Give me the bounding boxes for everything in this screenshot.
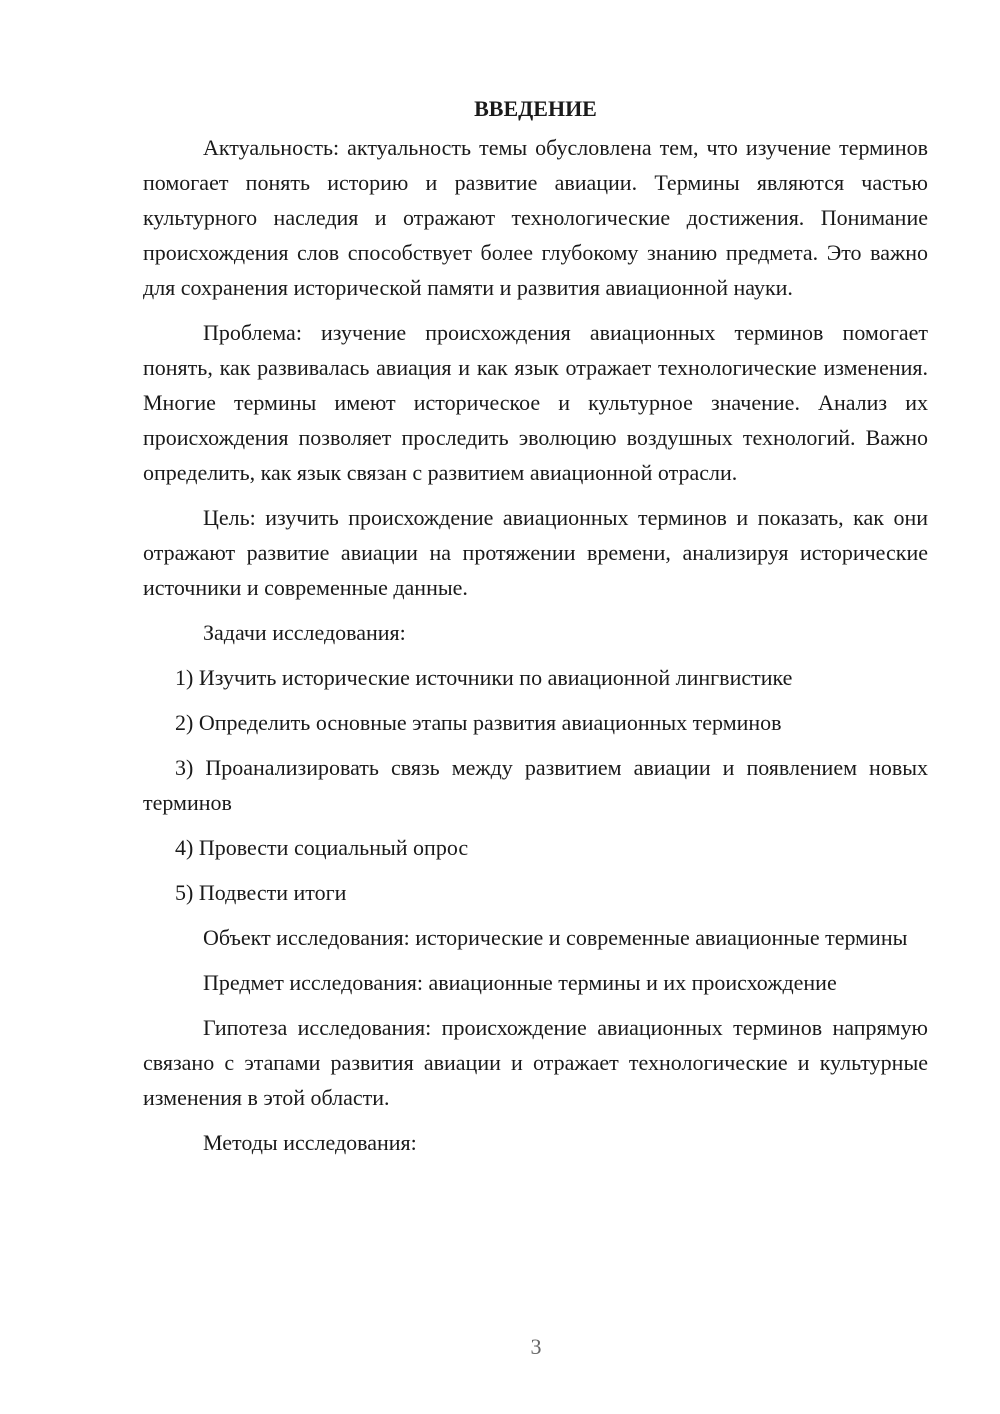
page-title: ВВЕДЕНИЕ bbox=[474, 96, 597, 121]
page-number: 3 bbox=[530, 1334, 542, 1359]
paragraph-problem: Проблема: изучение происхождения авиационных терминов помогает понять, как развивалась авиация и как язык отражает технологические изменения. Многие термины имеют историческое и культурное значение. Анализ их происхождения позволяет проследить эволюцию воздушных технологий. Важно определить, как язык связан с развитием авиационной отрасли. bbox=[143, 320, 928, 485]
list-item-task-2: 2) Определить основные этапы развития авиационных терминов bbox=[175, 710, 782, 735]
paragraph-hypothesis: Гипотеза исследования: происхождение авиационных терминов напрямую связано с этапами развития авиации и отражает технологические и культурные изменения в этой области. bbox=[143, 1015, 928, 1110]
list-item-task-4: 4) Провести социальный опрос bbox=[175, 835, 469, 860]
paragraph-object: Объект исследования: исторические и современные авиационные термины bbox=[203, 925, 908, 950]
paragraph-methods: Методы исследования: bbox=[203, 1130, 417, 1155]
paragraph-goal: Цель: изучить происхождение авиационных терминов и показать, как они отражают развитие авиации на протяжении времени, анализируя исторические источники и современные данные. bbox=[143, 505, 928, 600]
document-page bbox=[143, 92, 928, 1170]
paragraph-relevance: Актуальность: актуальность темы обусловлена тем, что изучение терминов помогает понять историю и развитие авиации. Термины являются частью культурного наследия и отражают технологические достижения. Понимание происхождения слов способствует более глубокому знанию предмета. Это важно для сохранения исторической памяти и развития авиационной науки. bbox=[143, 135, 928, 300]
paragraph-tasks-intro: Задачи исследования: bbox=[203, 620, 406, 645]
list-item-task-1: 1) Изучить исторические источники по авиационной лингвистике bbox=[175, 665, 793, 690]
list-item-task-3: 3) Проанализировать связь между развитием авиации и появлением новых терминов bbox=[143, 755, 928, 815]
list-item-task-5: 5) Подвести итоги bbox=[175, 880, 347, 905]
paragraph-subject: Предмет исследования: авиационные термины и их происхождение bbox=[203, 970, 837, 995]
